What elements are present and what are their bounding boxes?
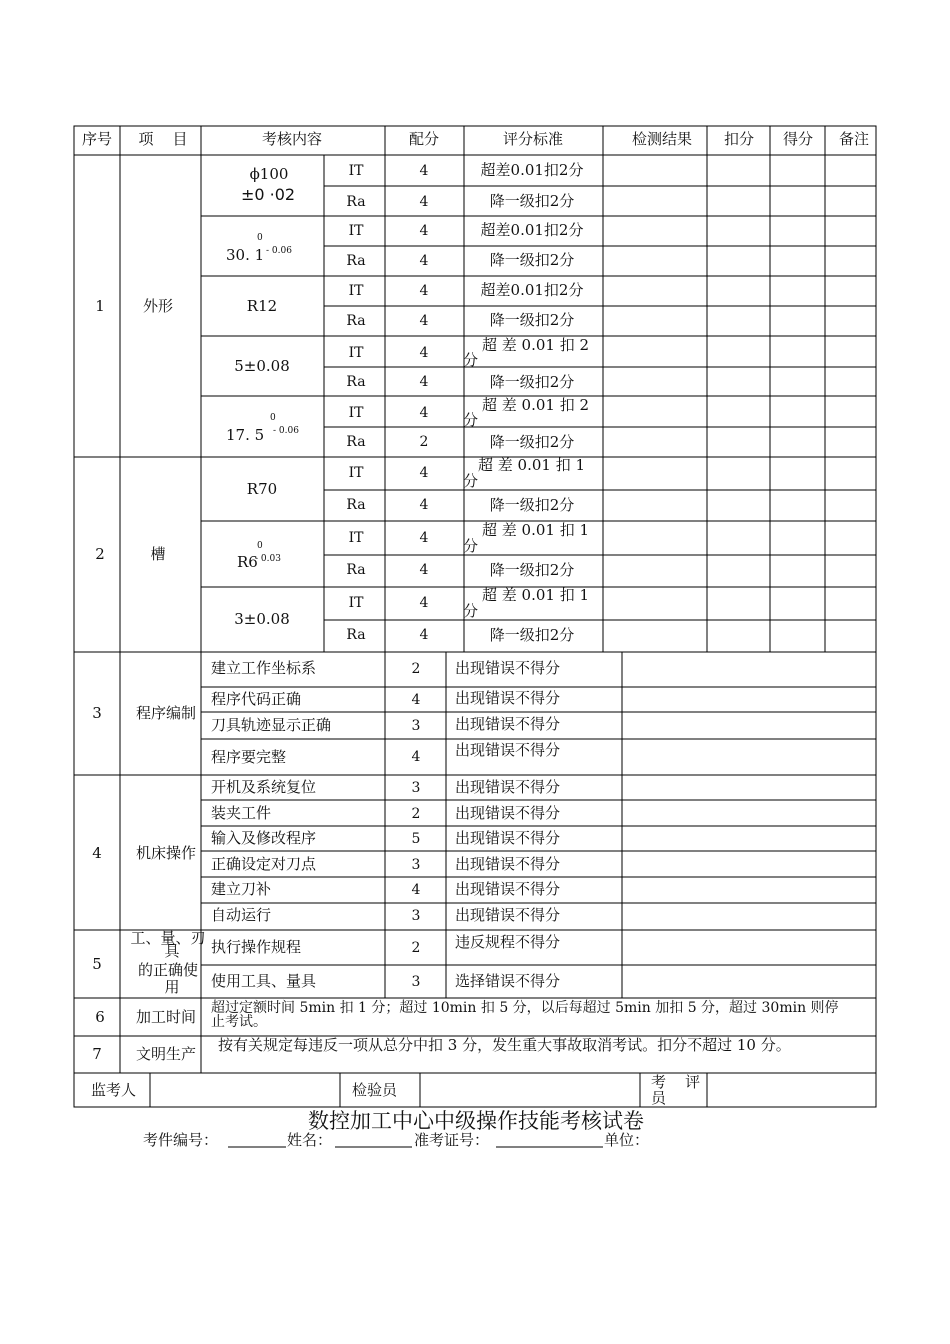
row-criteria: 超 差 0.01 扣 2 xyxy=(482,396,590,414)
section-name-line4: 用 xyxy=(164,978,180,996)
tolerance-upper: 0 xyxy=(257,233,263,243)
row-criteria-wrap: 分 xyxy=(463,602,479,620)
task-label: 刀具轨迹显示正确 xyxy=(211,716,332,734)
row-criteria: 降一级扣2分 xyxy=(489,626,575,644)
dimension-label: R12 xyxy=(246,297,278,315)
task-points: 3 xyxy=(411,718,421,734)
row-points: 4 xyxy=(419,223,429,239)
section-number: 3 xyxy=(92,704,102,722)
row-type: IT xyxy=(348,163,364,179)
row-criteria: 超 差 0.01 扣 1 xyxy=(482,586,590,604)
header-item: 项 目 xyxy=(138,130,188,148)
task-criteria: 违反规程不得分 xyxy=(455,933,561,951)
row-type: IT xyxy=(348,595,364,611)
row-criteria: 超差0.01扣2分 xyxy=(480,161,584,179)
task-label: 程序代码正确 xyxy=(211,690,302,708)
section-name: 程序编制 xyxy=(136,704,197,722)
header-deduct: 扣分 xyxy=(723,130,755,148)
tolerance-lower: - 0.06 xyxy=(273,426,299,436)
name-label: 姓名： xyxy=(287,1131,333,1149)
row-criteria: 降一级扣2分 xyxy=(489,433,575,451)
row-points: 4 xyxy=(419,283,429,299)
row-criteria-wrap: 分 xyxy=(463,472,479,490)
row-points: 2 xyxy=(419,434,429,450)
row-criteria: 降一级扣2分 xyxy=(489,496,575,514)
row-type: IT xyxy=(348,530,364,546)
task-points: 3 xyxy=(411,974,421,990)
header-remark: 备注 xyxy=(838,130,870,148)
section-number: 4 xyxy=(92,844,102,862)
header-criteria: 评分标准 xyxy=(502,130,564,148)
tolerance-lower: - 0.06 xyxy=(266,246,292,256)
inspector-label: 检验员 xyxy=(352,1081,398,1099)
row-points: 4 xyxy=(419,595,429,611)
time-rule-text: 超过定额时间 5min 扣 1 分；超过 10min 扣 5 分，以后每超过 5min 加扣 5 分，超过 30min 则停 xyxy=(211,1000,839,1016)
row-criteria: 降一级扣2分 xyxy=(489,561,575,579)
row-type: Ra xyxy=(346,627,366,643)
section-name-line1: 工、量、刃 xyxy=(130,929,206,947)
dimension-label: 17. 5 xyxy=(226,426,265,444)
ticket-label: 准考证号： xyxy=(414,1131,490,1149)
task-criteria: 选择错误不得分 xyxy=(455,972,561,990)
task-label: 正确设定对刀点 xyxy=(211,855,317,873)
page-title: 数控加工中心中级操作技能考核试卷 xyxy=(308,1109,644,1133)
row-type: IT xyxy=(348,405,364,421)
section-number: 2 xyxy=(95,545,105,563)
task-label: 自动运行 xyxy=(211,906,272,924)
row-points: 4 xyxy=(419,163,429,179)
row-type: IT xyxy=(348,223,364,239)
row-type: IT xyxy=(348,465,364,481)
row-type: Ra xyxy=(346,253,366,269)
row-points: 4 xyxy=(419,530,429,546)
row-criteria: 超差0.01扣2分 xyxy=(480,221,584,239)
row-type: IT xyxy=(348,345,364,361)
row-criteria: 超 差 0.01 扣 1 xyxy=(482,521,590,539)
header-points: 配分 xyxy=(408,130,440,148)
section-name: 文明生产 xyxy=(136,1045,197,1063)
task-points: 3 xyxy=(411,780,421,796)
row-points: 4 xyxy=(419,313,429,329)
section-number: 6 xyxy=(95,1008,105,1026)
task-points: 3 xyxy=(411,857,421,873)
dimension-label: ϕ100 xyxy=(249,165,289,183)
task-criteria: 出现错误不得分 xyxy=(455,804,561,822)
section-name-line3: 的正确使 xyxy=(137,961,199,979)
row-type: Ra xyxy=(346,562,366,578)
grader-label-line1: 考 评 xyxy=(651,1073,701,1091)
row-points: 4 xyxy=(419,405,429,421)
section-name: 槽 xyxy=(150,545,166,563)
row-criteria: 超 差 0.01 扣 2 xyxy=(482,336,590,354)
tolerance-upper: 0 xyxy=(270,413,276,423)
task-label: 程序要完整 xyxy=(211,748,287,766)
task-points: 4 xyxy=(411,749,421,765)
task-criteria: 出现错误不得分 xyxy=(455,715,561,733)
row-criteria: 降一级扣2分 xyxy=(489,373,575,391)
row-points: 4 xyxy=(419,465,429,481)
unit-label: 单位： xyxy=(604,1131,650,1149)
task-points: 3 xyxy=(411,908,421,924)
row-type: Ra xyxy=(346,434,366,450)
row-type: Ra xyxy=(346,313,366,329)
tolerance-lower: - 0.03 xyxy=(255,554,281,564)
tolerance-upper: 0 xyxy=(257,541,263,551)
dimension-label: 5±0.08 xyxy=(234,357,290,375)
task-points: 4 xyxy=(411,882,421,898)
grader-label-line2: 员 xyxy=(651,1089,667,1107)
row-criteria: 降一级扣2分 xyxy=(489,311,575,329)
task-label: 开机及系统复位 xyxy=(211,778,317,796)
task-label: 建立工作坐标系 xyxy=(211,659,317,677)
row-type: IT xyxy=(348,283,364,299)
section-number: 1 xyxy=(95,297,105,315)
row-type: Ra xyxy=(346,497,366,513)
task-points: 4 xyxy=(411,692,421,708)
task-label: 输入及修改程序 xyxy=(211,829,317,847)
task-criteria: 出现错误不得分 xyxy=(455,778,561,796)
row-criteria-wrap: 分 xyxy=(463,537,479,555)
dimension-label: R6 xyxy=(237,553,258,571)
task-criteria: 出现错误不得分 xyxy=(455,659,561,677)
dimension-tolerance: ±0 ·02 xyxy=(240,185,296,204)
task-points: 2 xyxy=(411,940,421,956)
task-criteria: 出现错误不得分 xyxy=(455,880,561,898)
part-number-label: 考件编号： xyxy=(143,1131,219,1149)
row-points: 4 xyxy=(419,562,429,578)
row-type: Ra xyxy=(346,374,366,390)
section-name: 加工时间 xyxy=(136,1008,197,1026)
dimension-label: 3±0.08 xyxy=(234,610,290,628)
dimension-label: R70 xyxy=(246,480,278,498)
task-label: 使用工具、量具 xyxy=(211,972,317,990)
section-name: 外形 xyxy=(142,297,174,315)
header-seq: 序号 xyxy=(81,130,113,148)
dimension-label: 30. 1 xyxy=(226,246,265,264)
task-criteria: 出现错误不得分 xyxy=(455,741,561,759)
row-criteria: 超差0.01扣2分 xyxy=(480,281,584,299)
proctor-label: 监考人 xyxy=(91,1081,137,1099)
row-points: 4 xyxy=(419,374,429,390)
task-criteria: 出现错误不得分 xyxy=(455,906,561,924)
section-number: 7 xyxy=(92,1045,102,1063)
row-criteria-wrap: 分 xyxy=(463,411,479,429)
task-criteria: 出现错误不得分 xyxy=(455,689,561,707)
task-label: 建立刀补 xyxy=(211,880,272,898)
row-criteria: 超 差 0.01 扣 1 xyxy=(478,456,586,474)
row-points: 4 xyxy=(419,627,429,643)
row-points: 4 xyxy=(419,253,429,269)
row-points: 4 xyxy=(419,497,429,513)
time-rule-text-wrap: 止考试。 xyxy=(211,1014,267,1030)
row-points: 4 xyxy=(419,194,429,210)
row-criteria-wrap: 分 xyxy=(463,351,479,369)
task-points: 2 xyxy=(411,661,421,677)
task-label: 执行操作规程 xyxy=(211,938,302,956)
header-content: 考核内容 xyxy=(261,130,323,148)
task-points: 5 xyxy=(411,831,421,847)
row-criteria: 降一级扣2分 xyxy=(489,192,575,210)
row-points: 4 xyxy=(419,345,429,361)
section-name-line2: 具 xyxy=(164,942,180,960)
row-type: Ra xyxy=(346,194,366,210)
task-criteria: 出现错误不得分 xyxy=(455,855,561,873)
task-points: 2 xyxy=(411,806,421,822)
section-number: 5 xyxy=(92,955,102,973)
header-result: 检测结果 xyxy=(631,130,693,148)
task-criteria: 出现错误不得分 xyxy=(455,829,561,847)
row-criteria: 降一级扣2分 xyxy=(489,251,575,269)
header-score: 得分 xyxy=(782,130,814,148)
task-label: 装夹工件 xyxy=(211,804,272,822)
section-name: 机床操作 xyxy=(136,844,197,862)
conduct-rule-text: 按有关规定每违反一项从总分中扣 3 分，发生重大事故取消考试。扣分不超过 10 分。 xyxy=(218,1036,791,1054)
